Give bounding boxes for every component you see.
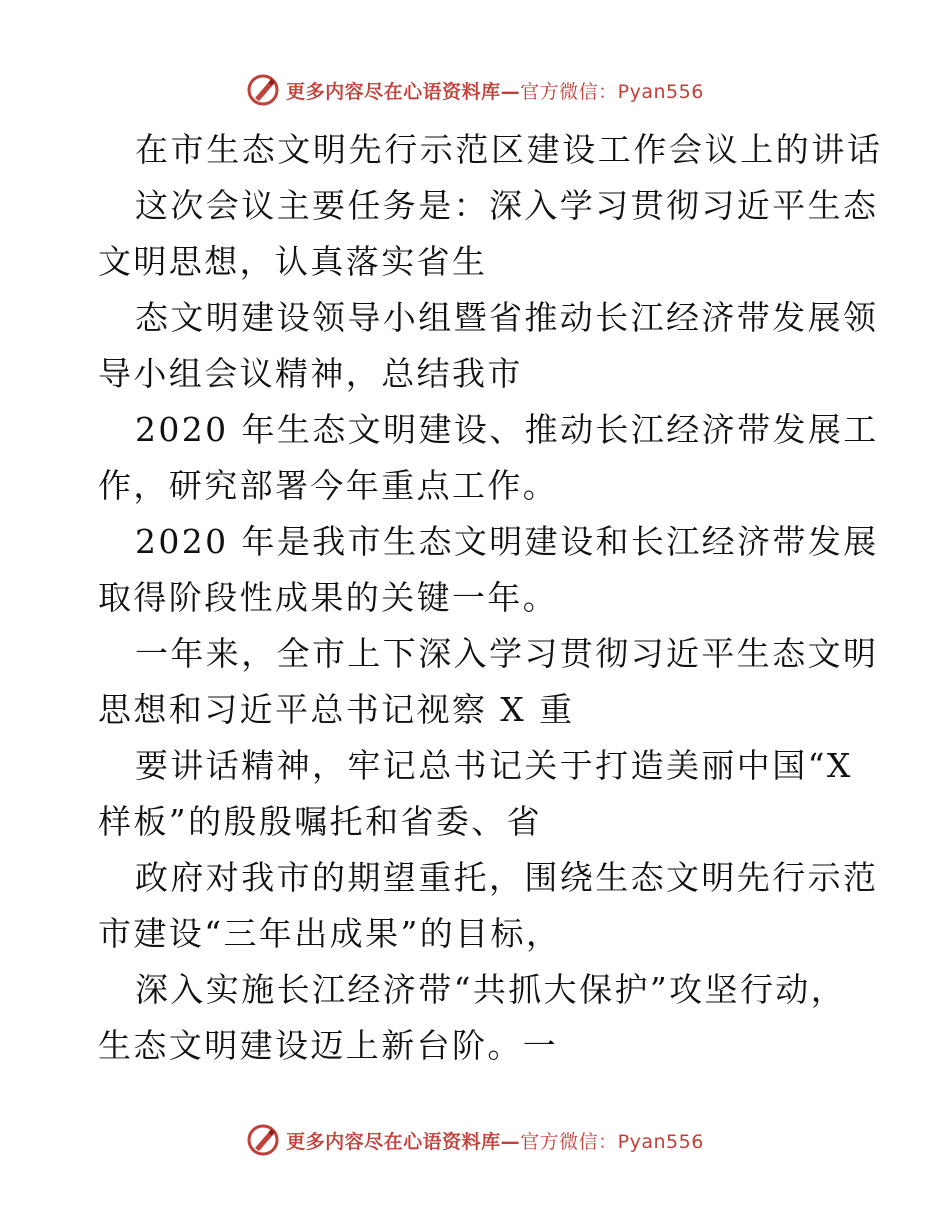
paragraph-line: 深入实施长江经济带“共抓大保护”攻坚行动， (135, 970, 847, 1009)
paragraph-line: 文明思想，认真落实省生 (98, 242, 488, 281)
paragraph-line: 导小组会议精神，总结我市 (98, 354, 523, 393)
watermark-text (286, 77, 704, 104)
pen-seal-logo-icon (246, 1123, 280, 1157)
pen-seal-logo-icon (246, 73, 280, 107)
watermark-main: 更多内容尽在心语资料库 (286, 80, 501, 103)
paragraph-line: 一年来，全市上下深入学习贯彻习近平生态文明 (135, 634, 879, 673)
document-body (98, 122, 883, 1074)
watermark-sub: 官方微信：Pyan556 (520, 1130, 704, 1153)
paragraph-line: 要讲话精神，牢记总书记关于打造美丽中国“X (135, 746, 853, 785)
watermark-text (286, 1127, 704, 1154)
watermark-separator: — (500, 80, 521, 103)
watermark-separator: — (500, 1130, 521, 1153)
footer-watermark (0, 1120, 950, 1160)
paragraph-line: 2020 年是我市生态文明建设和长江经济带发展 (135, 522, 879, 561)
paragraph-line: 取得阶段性成果的关键一年。 (98, 578, 559, 617)
paragraph-line: 作，研究部署今年重点工作。 (98, 466, 559, 505)
paragraph-line: 政府对我市的期望重托，围绕生态文明先行示范 (135, 858, 879, 897)
paragraph-line: 生态文明建设迈上新台阶。一 (98, 1026, 559, 1065)
paragraph-line: 市建设“三年出成果”的目标， (98, 914, 562, 953)
paragraph-line: 这次会议主要任务是：深入学习贯彻习近平生态 (135, 186, 879, 225)
document-title: 在市生态文明先行示范区建设工作会议上的讲话 (135, 130, 883, 169)
watermark-sub: 官方微信：Pyan556 (520, 80, 704, 103)
paragraph-line: 2020 年生态文明建设、推动长江经济带发展工 (135, 410, 879, 449)
header-watermark (0, 70, 950, 110)
paragraph-line: 思想和习近平总书记视察 X 重 (98, 690, 575, 729)
paragraph-line: 态文明建设领导小组暨省推动长江经济带发展领 (135, 298, 879, 337)
watermark-main: 更多内容尽在心语资料库 (286, 1130, 501, 1153)
paragraph-line: 样板”的殷殷嘱托和省委、省 (98, 802, 543, 841)
